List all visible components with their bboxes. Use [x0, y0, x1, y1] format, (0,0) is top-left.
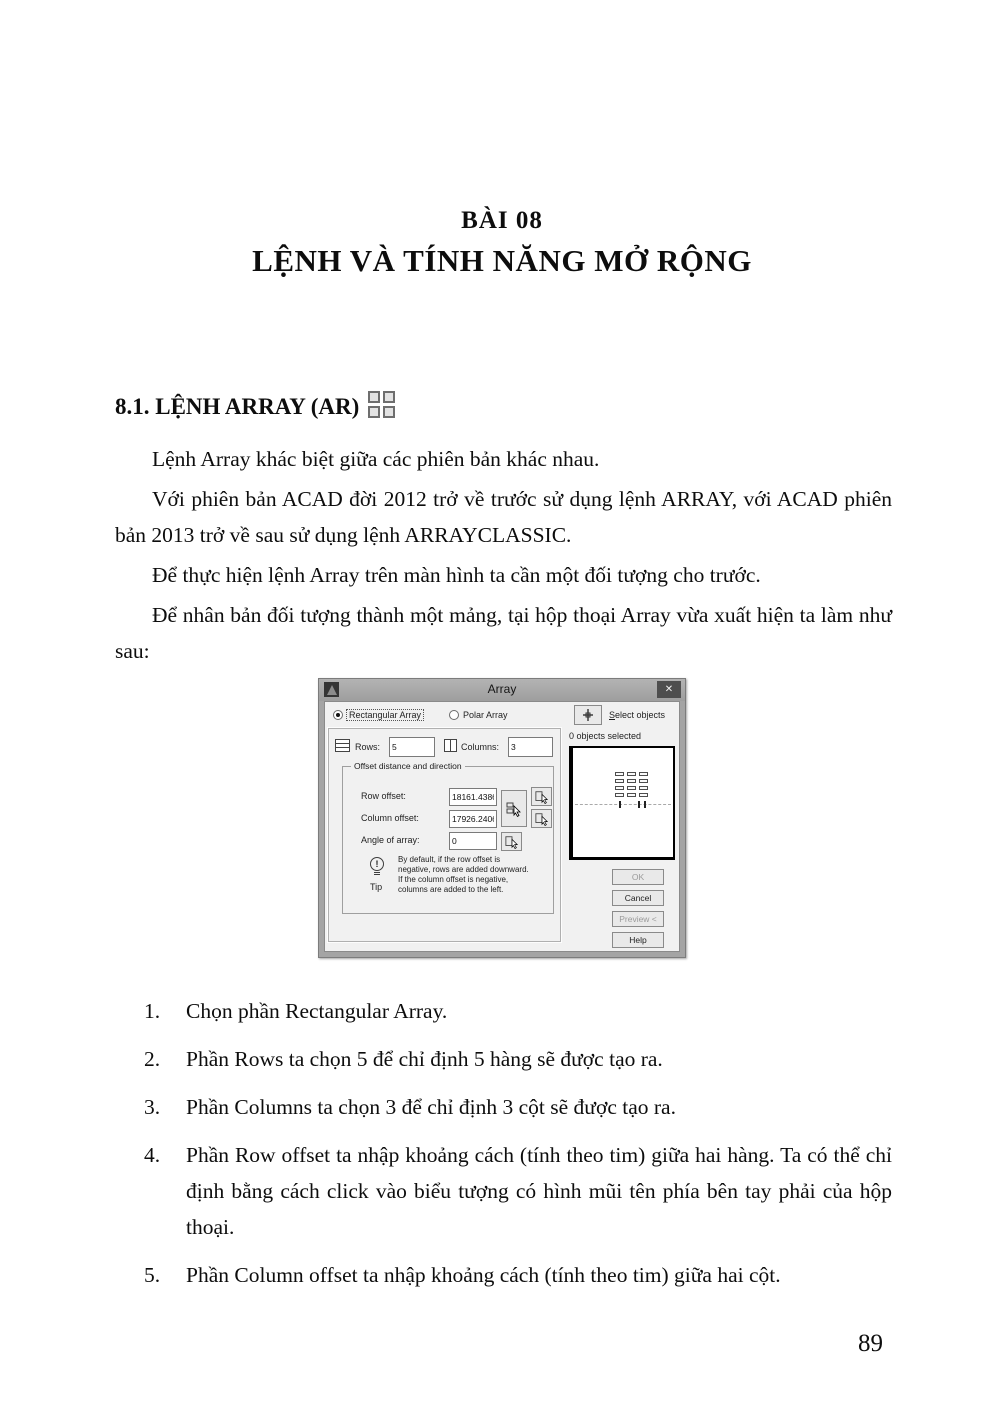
array-command-icon: [368, 391, 395, 418]
paragraph: Để thực hiện lệnh Array trên màn hình ta cần một đối tượng cho trước.: [152, 563, 761, 587]
pick-both-offsets-button[interactable]: [501, 790, 527, 827]
pick-row-offset-icon: [535, 790, 549, 804]
array-dialog: [318, 678, 686, 958]
list-item: 1. Chọn phần Rectangular Array.: [144, 999, 448, 1023]
angle-of-array-label: Angle of array:: [361, 835, 420, 845]
offset-group-title: Offset distance and direction: [351, 761, 465, 771]
column-offset-input[interactable]: [449, 810, 497, 828]
chapter-header: [0, 207, 1004, 279]
select-objects-label: Select objects: [609, 710, 666, 720]
rows-input[interactable]: [389, 737, 435, 757]
tip-label: Tip: [370, 882, 383, 892]
columns-input[interactable]: [508, 737, 553, 757]
pick-both-offsets-icon: [506, 801, 522, 817]
array-preview-image: [569, 746, 675, 860]
radio-unselected-icon: [449, 710, 459, 720]
radio-rectangular-array[interactable]: [333, 710, 423, 720]
preview-baseline: [575, 804, 671, 805]
help-button[interactable]: Help: [612, 932, 664, 948]
radio-rectangular-label: Rectangular Array: [349, 710, 422, 720]
close-icon: ✕: [664, 684, 674, 695]
columns-label: Columns:: [461, 742, 500, 752]
lesson-number: BÀI 08: [461, 207, 543, 234]
close-button[interactable]: [657, 681, 681, 698]
rows-label: Rows:: [355, 742, 381, 752]
objects-selected-text: 0 objects selected: [569, 731, 642, 741]
ok-button[interactable]: OK: [612, 869, 664, 885]
body-paragraphs: [115, 441, 892, 669]
page-number: 89: [858, 1330, 883, 1357]
tip-text: By default, if the row offset is negative, rows are added downward. If the column offset is negative, columns are added to the left.: [398, 855, 529, 894]
pick-angle-icon: [505, 835, 519, 849]
radio-polar-label: Polar Array: [463, 710, 508, 720]
pick-angle-button[interactable]: [501, 832, 522, 851]
select-objects-button[interactable]: [574, 705, 602, 725]
pick-crosshair-icon: [581, 708, 595, 722]
list-item: 2. Phần Rows ta chọn 5 để chỉ định 5 hàng sẽ được tạo ra.: [144, 1047, 663, 1071]
dialog-titlebar[interactable]: [319, 679, 685, 701]
pick-column-offset-icon: [535, 812, 549, 826]
rows-icon: [335, 739, 350, 752]
list-item: 5. Phần Column offset ta nhập khoảng cách (tính theo tim) giữa hai cột.: [144, 1263, 781, 1287]
section-heading-text: 8.1. LỆNH ARRAY (AR): [115, 394, 360, 419]
row-offset-label: Row offset:: [361, 791, 406, 801]
columns-icon: [444, 739, 457, 752]
angle-of-array-input[interactable]: [449, 832, 497, 850]
section-heading: [115, 394, 395, 420]
paragraph: Lệnh Array khác biệt giữa các phiên bản khác nhau.: [152, 447, 600, 471]
pick-row-offset-button[interactable]: [531, 787, 552, 806]
preview-array-thumbnail: [615, 772, 648, 797]
row-offset-input[interactable]: [449, 788, 497, 806]
list-item: 3. Phần Columns ta chọn 3 để chỉ định 3 cột sẽ được tạo ra.: [144, 1095, 676, 1119]
pick-column-offset-button[interactable]: [531, 809, 552, 828]
paragraph: Với phiên bản ACAD đời 2012 trở về trước sử dụng lệnh ARRAY, với ACAD phiên bản 2013 trở về sau sử dụng lệnh ARRAYCLASSIC.: [115, 487, 892, 547]
radio-polar-array[interactable]: [449, 710, 508, 720]
paragraph: Để nhân bản đối tượng thành một mảng, tại hộp thoại Array vừa xuất hiện ta làm như sau:: [115, 603, 892, 663]
dialog-title: Array: [487, 682, 517, 696]
tip-bulb-icon: !: [370, 857, 384, 875]
column-offset-label: Column offset:: [361, 813, 419, 823]
list-item: 4. Phần Row offset ta nhập khoảng cách (tính theo tim) giữa hai hàng. Ta có thể chỉ định bằng cách click vào biểu tượng có hình mũi tên phía bên tay phải của hộp thoại.: [144, 1143, 892, 1239]
cancel-button[interactable]: Cancel: [612, 890, 664, 906]
dialog-body: [324, 701, 680, 952]
radio-selected-icon: [333, 710, 343, 720]
instruction-list: [144, 993, 892, 1305]
preview-button[interactable]: Preview <: [612, 911, 664, 927]
lesson-title: LỆNH VÀ TÍNH NĂNG MỞ RỘNG: [252, 243, 752, 278]
